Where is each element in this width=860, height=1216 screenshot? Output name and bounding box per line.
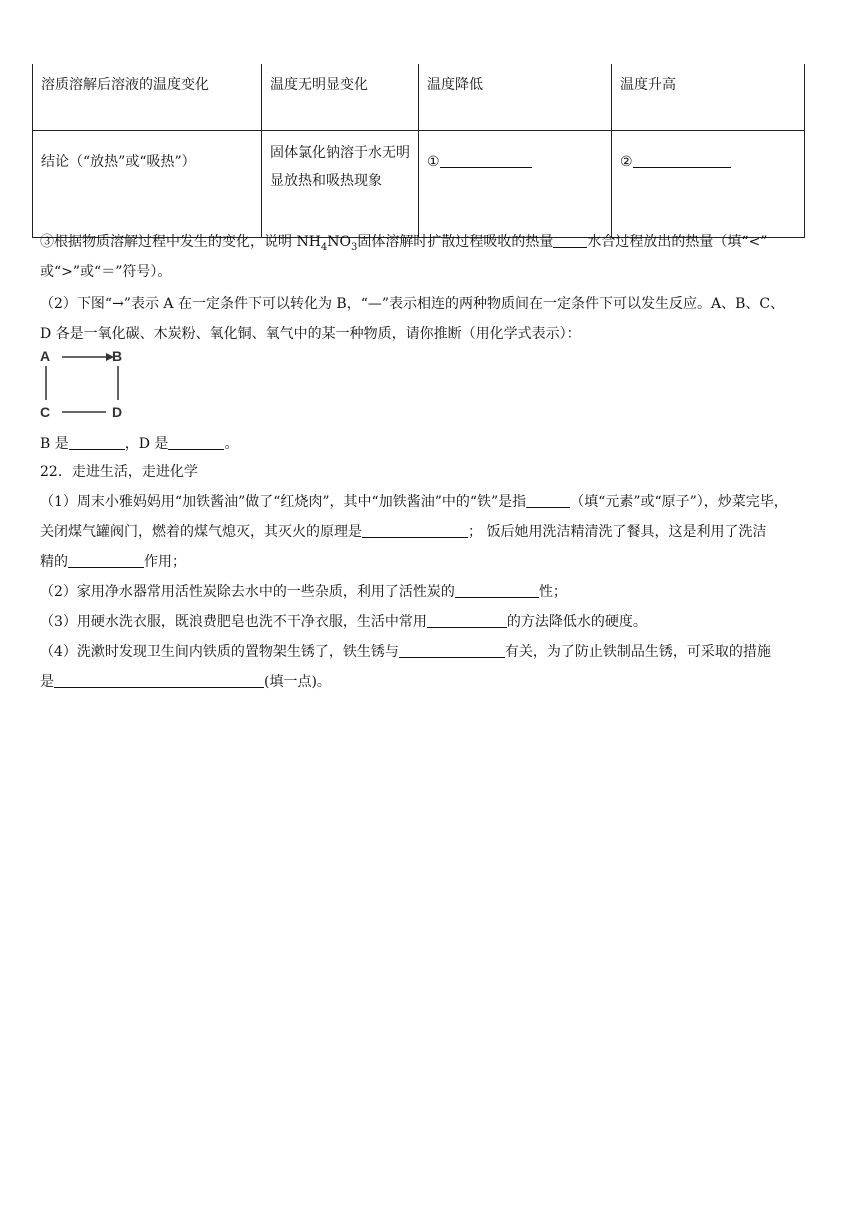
text: （4）洗漱时发现卫生间内铁质的置物架生锈了，铁生锈与 <box>40 644 399 660</box>
table-row <box>33 64 805 131</box>
text: ③根据物质溶解过程中发生的变化，说明 NH <box>40 234 321 250</box>
question-3-line-1 <box>40 228 822 256</box>
question-3-line-2: 或“>”或“＝”符号）。 <box>40 264 172 280</box>
text: 关闭煤气罐阀门，燃着的煤气熄灭，其灭火的原理是 <box>40 524 362 540</box>
text: （1）周末小雅妈妈用“加铁酱油”做了“红烧肉”，其中“加铁酱油”中的“铁”是指 <box>40 494 527 510</box>
q22-part1-line1 <box>40 488 822 516</box>
text: 固体溶解时扩散过程吸收的热量 <box>357 234 554 250</box>
table-cell: 温度升高 <box>612 64 805 131</box>
conclusion-label: 结论（“放热”或“吸热”） <box>41 154 196 170</box>
table-row <box>33 131 805 238</box>
answer-blank[interactable] <box>69 433 125 450</box>
answer-blank[interactable] <box>427 611 507 628</box>
text: 水合过程放出的热量（填“<” <box>587 234 768 250</box>
node-c: C <box>40 404 51 420</box>
node-a: A <box>40 348 51 364</box>
text: 是 <box>40 674 54 690</box>
node-b: B <box>112 348 123 364</box>
text: 的方法降低水的硬度。 <box>506 614 647 630</box>
answer-blank[interactable] <box>455 581 539 598</box>
answer-blank[interactable] <box>168 433 224 450</box>
answer-blank[interactable] <box>399 641 505 658</box>
question-2-line-1: （2）下图“→”表示 A 在一定条件下可以转化为 B，“—”表示相连的两种物质间在一定条件下可以发生反应。A、B、C、 <box>40 296 785 312</box>
conversion-diagram <box>40 344 140 424</box>
blank-marker-2: ② <box>620 154 633 170</box>
q22-part1-line3 <box>40 548 822 576</box>
table-cell: 温度降低 <box>419 64 612 131</box>
text: 。 <box>224 436 239 452</box>
text: 精的 <box>40 554 68 570</box>
answer-blank[interactable] <box>440 151 532 168</box>
text: （填“元素”或“原子”），炒菜完毕， <box>570 494 788 510</box>
text: 有关，为了防止铁制品生锈，可采取的措施 <box>504 644 771 660</box>
subscript: 4 <box>320 241 328 253</box>
text: （3）用硬水洗衣服，既浪费肥皂也洗不干净衣服，生活中常用 <box>40 614 427 630</box>
answer-blank[interactable] <box>68 551 144 568</box>
node-d: D <box>112 404 123 420</box>
answer-blank[interactable] <box>54 671 264 688</box>
q22-part4-line1 <box>40 638 822 666</box>
q22-part3 <box>40 608 822 636</box>
text: ； 饭后她用洗洁精清洗了餐具，这是利用了洗洁 <box>468 524 767 540</box>
answer-blank[interactable] <box>633 151 731 168</box>
text: 性； <box>538 584 567 600</box>
table-cell <box>419 131 612 238</box>
blank-marker-1: ① <box>427 154 440 170</box>
q22-part2 <box>40 578 822 606</box>
text: （2）家用净水器常用活性炭除去水中的一些杂质，利用了活性炭的 <box>40 584 455 600</box>
experiment-table <box>32 64 805 238</box>
q22-part1-line2 <box>40 518 822 546</box>
table-cell <box>33 131 262 238</box>
question-2-answer-line <box>40 430 822 458</box>
text: B 是 <box>40 436 69 452</box>
text: NO <box>327 234 352 250</box>
text: ，D 是 <box>124 436 169 452</box>
answer-blank[interactable] <box>526 491 570 508</box>
table-cell: 固体氯化钠溶于水无明显放热和吸热现象 <box>262 131 419 238</box>
subscript: 3 <box>351 241 358 253</box>
text: 作用； <box>144 554 186 570</box>
q22-part4-line2 <box>40 668 822 696</box>
table-cell <box>612 131 805 238</box>
answer-blank[interactable] <box>362 521 468 538</box>
text: (填一点)。 <box>264 674 331 690</box>
question-22-title: 22．走进生活，走进化学 <box>40 464 198 480</box>
table-cell: 温度无明显变化 <box>262 64 419 131</box>
table-cell: 溶质溶解后溶液的温度变化 <box>33 64 262 131</box>
diagram-lines <box>40 344 140 424</box>
answer-blank[interactable] <box>553 231 587 248</box>
question-2-line-2: D 各是一氧化碳、木炭粉、氧化铜、氧气中的某一种物质，请你推断（用化学式表示）： <box>40 326 581 342</box>
